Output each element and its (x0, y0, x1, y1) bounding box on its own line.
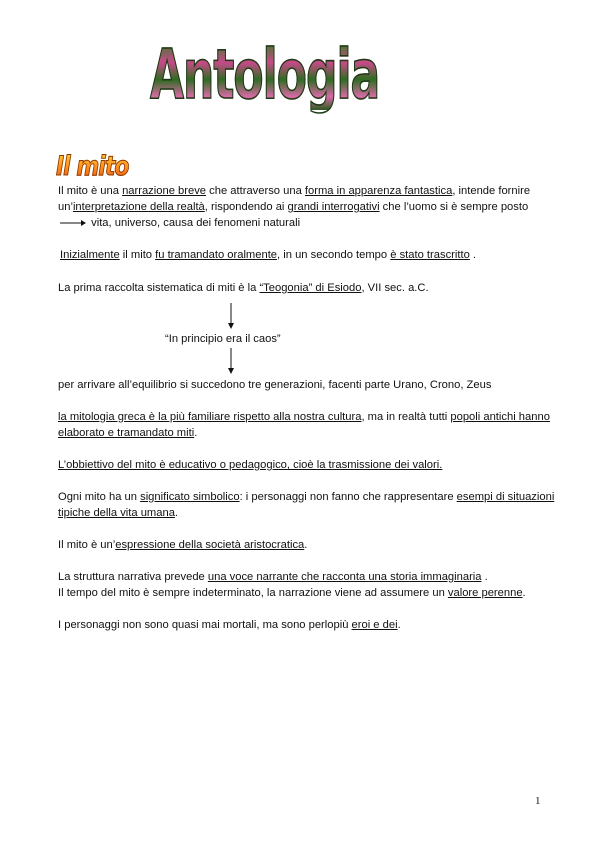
paragraph-structure: La struttura narrativa prevede una voce narrante che racconta una storia immaginaria . Il tempo del mito è sempre indeterminato, la narrazione viene ad assumere un valore perenne. (58, 571, 526, 599)
paragraph-characters: I personaggi non sono quasi mai mortali, ma sono perlopiù eroi e dei. (58, 619, 401, 631)
title-text: Antologia (150, 35, 380, 115)
paragraph-greek-mythology: la mitologia greca è la più familiare rispetto alla nostra cultura, ma in realtà tutti popoli antichi hanno elaborato e tramandato miti. (58, 411, 550, 439)
paragraph-transmission: Inizialmente il mito fu tramandato oralmente, in un secondo tempo è stato trascritto . (60, 249, 477, 261)
right-arrow-icon (60, 219, 86, 227)
paragraph-symbolic: Ogni mito ha un significato simbolico: i personaggi non fanno che rappresentare esempi di situazioni tipiche della vita umana. (58, 491, 555, 519)
section-title: Il mito (56, 152, 129, 182)
paragraph-teogonia: La prima raccolta sistematica di miti è la “Teogonia” di Esiodo, VII sec. a.C. (58, 282, 429, 294)
page-number: 1 (535, 795, 541, 807)
down-arrow-icon-2 (226, 348, 236, 374)
down-arrow-icon (226, 303, 236, 329)
paragraph-definition: Il mito è una narrazione breve che attraverso una forma in apparenza fantastica, intende fornire un’interpretazione della realtà, rispondendo ai grandi interrogativi che l’uomo si è sempre posto vita, universo, causa dei fenomeni naturali (58, 185, 531, 229)
wordart-title (150, 35, 380, 132)
paragraph-generations: per arrivare all’equilibrio si succedono tre generazioni, facenti parte Urano, Crono, Zeus (58, 379, 492, 391)
paragraph-objective: L’obbiettivo del mito è educativo o pedagogico, cioè la trasmissione dei valori. (58, 459, 443, 471)
paragraph-society: Il mito è un’espressione della società aristocratica. (58, 539, 308, 551)
quote-text: “In principio era il caos” (165, 333, 281, 345)
